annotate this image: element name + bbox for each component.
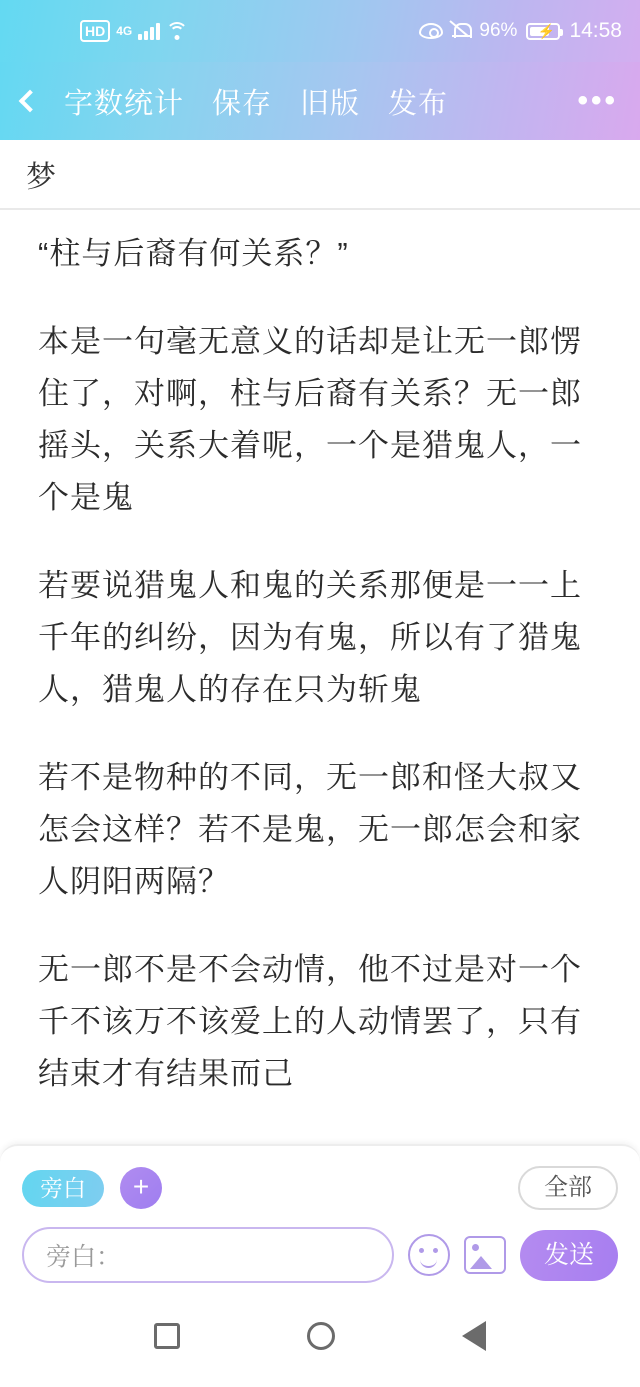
more-options-icon[interactable]: ••• — [577, 84, 618, 117]
triangle-back-icon[interactable] — [462, 1321, 486, 1351]
hd-badge: HD — [80, 20, 110, 42]
role-chip-narrator[interactable]: 旁白 — [22, 1170, 104, 1207]
filter-all-button[interactable]: 全部 — [518, 1166, 618, 1210]
app-nav-bar — [0, 62, 640, 140]
comment-input[interactable] — [22, 1227, 394, 1283]
paragraph: 若要说猎鬼人和鬼的关系那便是一一上千年的纠纷，因为有鬼，所以有了猎鬼人，猎鬼人的存在只为斩鬼 — [38, 568, 582, 707]
network-type-label: 4G — [116, 24, 133, 38]
status-bar — [0, 0, 640, 62]
nav-actions — [64, 81, 448, 122]
paragraph: 若不是物种的不同，无一郎和怪大叔又怎会这样？若不是鬼，无一郎怎会和家人阴阳两隔？ — [38, 760, 582, 899]
back-chevron-icon[interactable] — [19, 90, 42, 113]
comment-bar-top-row — [22, 1160, 618, 1216]
save-button[interactable]: 保存 — [212, 87, 273, 120]
paragraph: “柱与后裔有何关系？” — [38, 236, 349, 271]
page-title: 梦 — [26, 161, 56, 194]
paragraph: 无一郎不是不会动情，他不过是对一个千不该万不该爱上的人动情罢了，只有结束才有结果而己 — [38, 952, 582, 1091]
circle-icon[interactable] — [307, 1322, 335, 1350]
comment-bar-input-row — [22, 1224, 618, 1286]
image-icon[interactable] — [464, 1236, 506, 1274]
square-icon[interactable] — [154, 1323, 180, 1349]
signal-bars-icon — [138, 22, 160, 40]
word-count-button[interactable]: 字数统计 — [64, 87, 185, 120]
android-navigation-bar — [0, 1284, 640, 1387]
emoji-icon[interactable] — [408, 1234, 450, 1276]
mute-bell-icon — [452, 21, 470, 41]
document-body[interactable] — [0, 210, 640, 1144]
eye-comfort-icon — [419, 23, 443, 39]
comment-input-placeholder: 旁白： — [46, 1243, 122, 1271]
battery-icon: ⚡ — [526, 23, 560, 40]
document-title-row[interactable] — [0, 140, 640, 208]
paragraph: 本是一句毫无意义的话却是让无一郎愣住了，对啊，柱与后裔有关系？无一郎摇头，关系大着呢，一个是猎鬼人，一个是鬼 — [38, 324, 582, 515]
wifi-icon — [166, 22, 188, 40]
clock-label: 14:58 — [569, 19, 622, 42]
battery-percent-label: 96% — [479, 20, 518, 41]
status-bar-right — [419, 19, 622, 43]
add-role-button[interactable]: + — [120, 1167, 162, 1209]
status-bar-left — [80, 20, 188, 42]
send-button[interactable]: 发送 — [520, 1230, 618, 1281]
old-version-button[interactable]: 旧版 — [300, 87, 361, 120]
comment-bar — [0, 1144, 640, 1284]
publish-button[interactable]: 发布 — [388, 87, 449, 120]
